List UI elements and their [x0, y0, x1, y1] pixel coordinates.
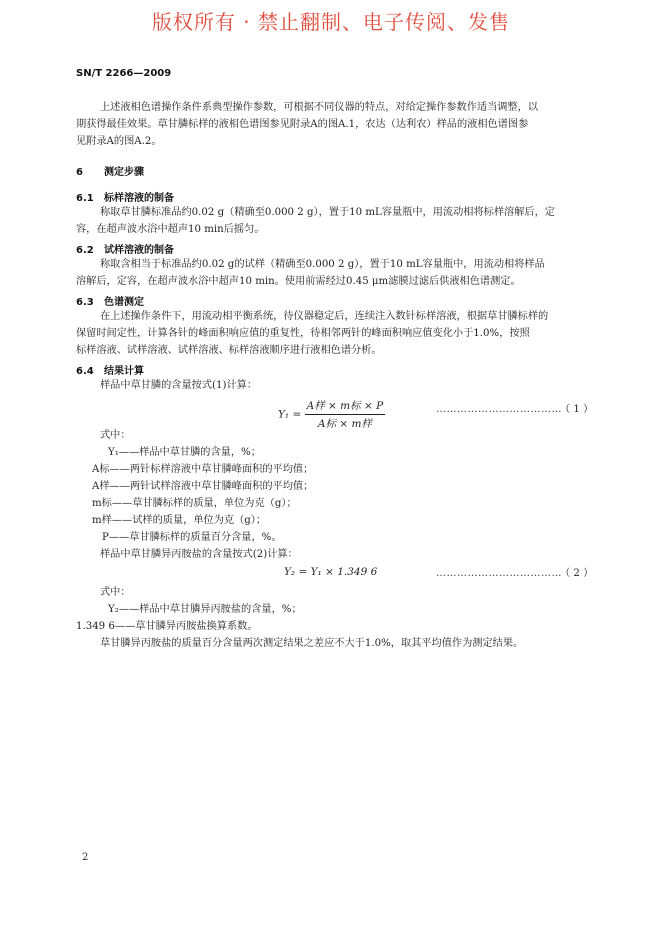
- section-number: 6.4: [76, 366, 94, 377]
- section-number: 6.2: [76, 245, 94, 256]
- definition-y2: Y₂——样品中草甘膦异丙胺盐的含量，%；: [108, 604, 302, 615]
- section-6-3-heading: [76, 293, 144, 308]
- formula-2-number: （ 2 ）: [560, 568, 594, 579]
- definition-a-standard: A标——两针标样溶液中草甘膦峰面积的平均值；: [92, 464, 314, 475]
- final-statement: 草甘膦异丙胺盐的质量百分含量两次测定结果之差应不大于1.0%，取其平均值作为测定结果。: [100, 638, 524, 649]
- formula-2-leader: ………………………………: [436, 568, 562, 579]
- section-number: 6.1: [76, 193, 94, 204]
- standard-id: SN/T 2266—2009: [76, 68, 172, 79]
- definition-m-standard: m标——草甘膦标样的质量，单位为克（g）；: [92, 498, 297, 509]
- intro-line-2: 期获得最佳效果。草甘膦标样的液相色谱图参见附录A的图A.1，农达（达利农）样品的液相色谱图参: [76, 119, 529, 130]
- section-number: 6.3: [76, 297, 94, 308]
- s61-line-1: 称取草甘膦标准品约0.02 g（精确至0.000 2 g），置于10 mL容量瓶中，用流动相将标样溶解后，定: [100, 207, 555, 218]
- formula-1-leader: ………………………………: [436, 404, 562, 415]
- section-title: 标样溶液的制备: [104, 193, 174, 204]
- section-6-1-heading: [76, 189, 174, 204]
- section-6-4-heading: [76, 362, 144, 377]
- definition-y1: Y₁——样品中草甘膦的含量，%；: [108, 447, 261, 458]
- formula-1: [278, 398, 385, 431]
- intro-line-1: 上述液相色谱操作条件系典型操作参数，可根据不同仪器的特点，对给定操作参数作适当调整，以: [100, 102, 539, 113]
- section-title: 试样溶液的制备: [104, 245, 174, 256]
- formula-2: Y₂ = Y₁ × 1.349 6: [284, 566, 378, 578]
- where-label-1: 式中：: [100, 430, 131, 441]
- formula-1-denominator: A标 × m样: [317, 418, 372, 430]
- formula-1-numerator: A样 × m标 × P: [305, 398, 386, 415]
- section-title: 结果计算: [104, 366, 144, 377]
- intro-line-3: 见附录A的图A.2。: [76, 136, 162, 147]
- formula-1-number: （ 1 ）: [560, 404, 594, 415]
- s61-line-2: 容，在超声波水浴中超声10 min后摇匀。: [76, 224, 265, 235]
- definition-p: P——草甘膦标样的质量百分含量，%。: [102, 532, 282, 543]
- s63-line-1: 在上述操作条件下，用流动相平衡系统，待仪器稳定后，连续注入数针标样溶液，根据草甘膦标样的: [100, 311, 549, 322]
- formula-1-fraction: [305, 398, 386, 431]
- calc-2-intro: 样品中草甘膦异丙胺盐的含量按式(2)计算：: [100, 549, 298, 560]
- section-title: 测定步骤: [104, 167, 144, 178]
- s62-line-2: 溶解后，定容，在超声波水浴中超声10 min。使用前需经过0.45 μm滤膜过滤后供液相色谱测定。: [76, 276, 521, 287]
- definition-a-sample: A样——两针试样溶液中草甘膦峰面积的平均值；: [92, 481, 314, 492]
- s63-line-2: 保留时间定性，计算各针的峰面积响应值的重复性，待相邻两针的峰面积响应值变化小于1.0%，按照: [76, 328, 530, 339]
- s63-line-3: 标样溶液、试样溶液、试样溶液、标样溶液顺序进行液相色谱分析。: [76, 345, 382, 356]
- s62-line-1: 称取含相当于标准品约0.02 g的试样（精确至0.000 2 g），置于10 mL容量瓶中，用流动相将样品: [100, 259, 545, 270]
- calc-1-intro: 样品中草甘膦的含量按式(1)计算：: [100, 380, 258, 391]
- section-6-2-heading: [76, 241, 174, 256]
- section-number: 6: [76, 167, 83, 178]
- definition-m-sample: m样——试样的质量，单位为克（g）；: [92, 515, 267, 526]
- watermark: 版权所有 · 禁止翻制、电子传阅、发售: [151, 10, 511, 34]
- formula-1-lhs: Y₁ =: [278, 408, 302, 421]
- section-title: 色谱测定: [104, 297, 144, 308]
- where-label-2: 式中：: [100, 587, 131, 598]
- page-number: 2: [82, 852, 89, 863]
- section-6-heading: [76, 163, 144, 178]
- definition-factor: 1.349 6——草甘膦异丙胺盐换算系数。: [76, 621, 258, 632]
